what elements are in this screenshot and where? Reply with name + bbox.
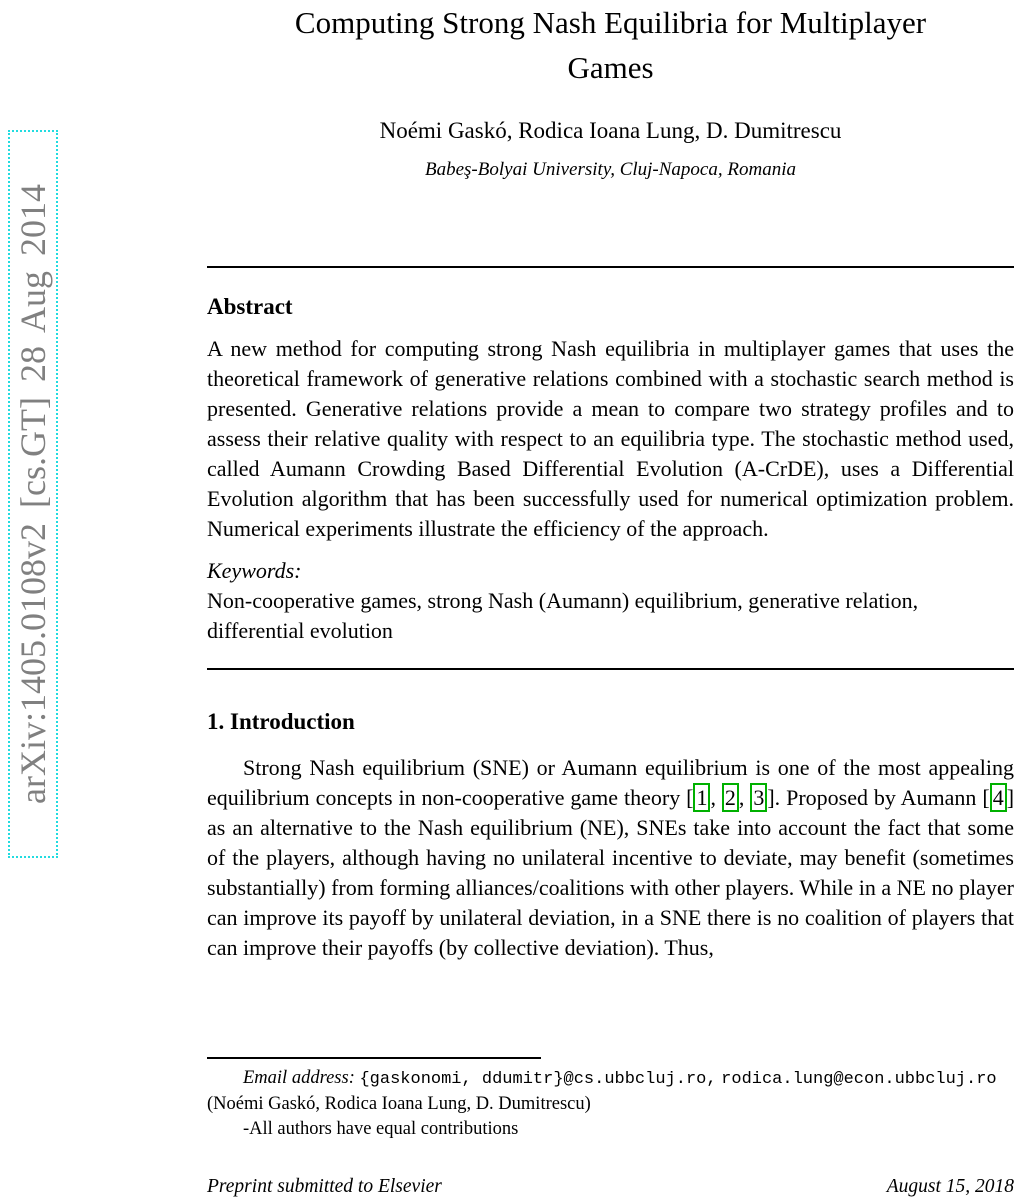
footnote-contributions: -All authors have equal contributions (243, 1119, 519, 1139)
page-footer (207, 1176, 1014, 1198)
keywords-label: Keywords: (207, 558, 302, 583)
citation-link-1[interactable]: 1 (693, 783, 710, 812)
intro-paragraph (207, 753, 1014, 963)
email-address-1: {gaskonomi, ddumitr}@cs.ubbcluj.ro, (359, 1070, 717, 1089)
paper-content (207, 0, 1014, 963)
email-address-label: Email address: (243, 1068, 360, 1088)
divider-bottom (207, 668, 1014, 670)
abstract-heading: Abstract (207, 294, 293, 319)
intro-text-segment: Strong Nash equilibrium (SNE) or Aumann equilibrium is one of the most appealing equilibrium concepts in non-cooperative game theory [ (207, 755, 1014, 810)
affiliation: Babeş-Bolyai University, Cluj-Napoca, Romania (425, 159, 796, 180)
paper-title (207, 0, 1014, 90)
intro-text-segment: , (710, 785, 722, 810)
keywords-text: Non-cooperative games, strong Nash (Aumann) equilibrium, generative relation, differential evolution (207, 588, 919, 643)
authors: Noémi Gaskó, Rodica Ioana Lung, D. Dumitrescu (379, 118, 842, 143)
footnote (207, 1066, 1014, 1142)
footer-date: August 15, 2018 (886, 1176, 1014, 1197)
arxiv-stamp (8, 130, 58, 858)
divider-top (207, 266, 1014, 268)
footnote-divider (207, 1057, 541, 1059)
footnote-email-line (207, 1066, 1014, 1117)
footer-preprint-note: Preprint submitted to Elsevier (207, 1176, 442, 1197)
paper-title-line-1: Computing Strong Nash Equilibria for Multiplayer (294, 5, 927, 40)
abstract-text: A new method for computing strong Nash equilibria in multiplayer games that uses the theoretical framework of generative relations combined with a stochastic search method is presented. Generative relations provide a mean to compare two strategy profiles and to assess their relative quality with respect to an equilibria type. The stochastic method used, called Aumann Crowding Based Differential Evolution (A-CrDE), uses a Differential Evolution algorithm that has been successfully used for numerical optimization problem. Numerical experiments illustrate the efficiency of the approach. (207, 336, 1014, 541)
email-address-2: rodica.lung@econ.ubbcluj.ro (721, 1070, 997, 1089)
section-heading-introduction: 1. Introduction (207, 709, 355, 734)
intro-text-segment: ] as an alternative to the Nash equilibrium (NE), SNEs take into account the fact that some of the players, although having no unilateral incentive to deviate, may benefit (sometimes substantially) from forming alliances/coalitions with other players. While in a NE no player can improve its payoff by unilateral deviation, in a SNE there is no coalition of players that can improve their payoffs (by collective deviation). Thus, (207, 785, 1014, 960)
email-names: (Noémi Gaskó, Rodica Ioana Lung, D. Dumitrescu) (207, 1094, 591, 1114)
arxiv-id-text: arXiv:1405.0108v2 [cs.GT] 28 Aug 2014 (13, 184, 53, 804)
citation-link-4[interactable]: 4 (990, 783, 1007, 812)
citation-link-2[interactable]: 2 (722, 783, 739, 812)
paper-title-line-2: Games (567, 50, 654, 85)
intro-text-segment: , (738, 785, 751, 810)
citation-link-3[interactable]: 3 (750, 783, 767, 812)
intro-text-segment: ]. Proposed by Aumann [ (767, 785, 990, 810)
